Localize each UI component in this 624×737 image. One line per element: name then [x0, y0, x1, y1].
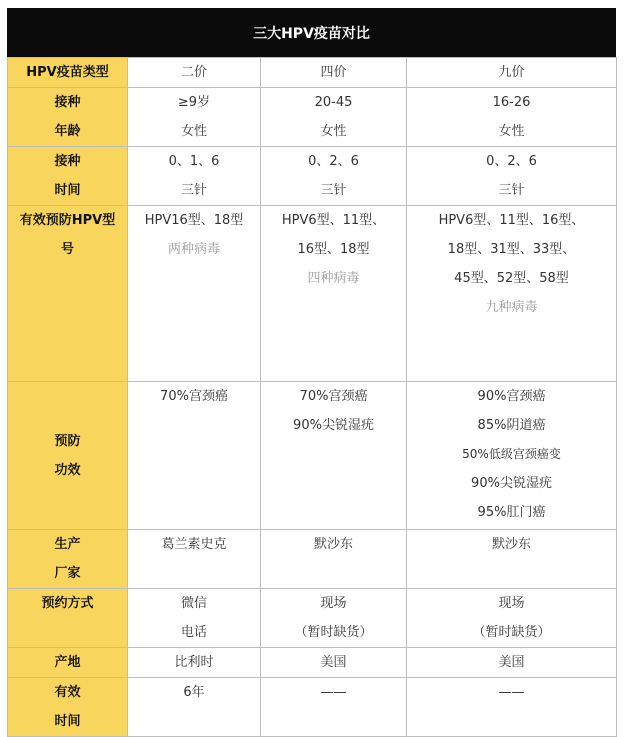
cell-text: 90%尖锐湿疣 [293, 418, 374, 433]
hpv-types-row [8, 206, 617, 382]
cell-text: （暂时缺货） [472, 625, 551, 640]
cell-text: 九价 [498, 65, 525, 80]
cell-quadrivalent [261, 58, 407, 88]
cell-bivalent [128, 58, 261, 88]
cell-text: 女性 [498, 124, 525, 139]
row-label-text: 时间 [54, 714, 81, 729]
cell-text: 95%肛门癌 [477, 505, 546, 520]
row-label-text: 产地 [54, 655, 81, 670]
cell-quadrivalent [261, 382, 407, 530]
cell-text: ≥9岁 [177, 95, 211, 110]
row-label-text: 有效 [54, 685, 81, 700]
cell-text: 现场 [498, 596, 525, 611]
row-label-text: HPV疫苗类型 [26, 65, 109, 80]
row-label-text: 接种 [54, 95, 81, 110]
virus-count-note: 四种病毒 [307, 271, 360, 286]
cell-quadrivalent [261, 530, 407, 589]
cell-quadrivalent [261, 147, 407, 206]
cell-bivalent [128, 206, 261, 382]
cell-bivalent [128, 589, 261, 648]
comparison-table-wrapper [7, 8, 616, 737]
row-label [8, 678, 128, 737]
cell-text: —— [320, 685, 347, 700]
hpv-comparison-table [7, 57, 617, 737]
cell-text: 三针 [180, 183, 207, 198]
cell-text: HPV6型、11型、16型、 [438, 213, 585, 228]
cell-text: 二价 [180, 65, 207, 80]
cell-text: 85%阴道癌 [477, 418, 546, 433]
row-label-text: 生产 [54, 537, 81, 552]
cell-text: 20-45 [314, 95, 353, 110]
age-row [8, 88, 617, 147]
cell-text: 6年 [183, 685, 205, 700]
cell-text: 葛兰素史克 [161, 537, 227, 552]
row-label-text: 接种 [54, 154, 81, 169]
row-label-text: 厂家 [54, 566, 81, 581]
cell-quadrivalent [261, 589, 407, 648]
cell-nonavalent [407, 589, 617, 648]
cell-text: 女性 [320, 124, 347, 139]
cell-bivalent [128, 147, 261, 206]
cell-text: —— [498, 685, 525, 700]
cell-nonavalent [407, 147, 617, 206]
cell-text: 0、2、6 [486, 154, 537, 169]
row-label-text: 有效预防HPV型 [19, 213, 116, 228]
cell-text: 默沙东 [313, 537, 353, 552]
cell-text: 三针 [320, 183, 347, 198]
cell-text: 三针 [498, 183, 525, 198]
cell-text: 美国 [498, 655, 525, 670]
cell-text: 90%宫颈癌 [477, 389, 546, 404]
row-label-text: 预约方式 [41, 596, 94, 611]
row-label [8, 382, 128, 530]
cell-quadrivalent [261, 206, 407, 382]
cell-quadrivalent [261, 88, 407, 147]
cell-bivalent [128, 530, 261, 589]
row-label-text: 时间 [54, 183, 81, 198]
table-body [8, 58, 617, 737]
row-label [8, 530, 128, 589]
vaccine-type-row [8, 58, 617, 88]
cell-nonavalent [407, 206, 617, 382]
virus-count-note: 两种病毒 [167, 242, 220, 257]
cell-nonavalent [407, 530, 617, 589]
cell-text: 45型、52型、58型 [454, 271, 569, 286]
cell-text: 0、2、6 [308, 154, 359, 169]
manufacturer-row [8, 530, 617, 589]
validity-row [8, 678, 617, 737]
row-label-text: 年龄 [54, 124, 81, 139]
table-title: 三大HPV疫苗对比 [7, 8, 616, 57]
cell-bivalent [128, 648, 261, 678]
cell-text: 50%低级宫颈癌变 [462, 447, 561, 461]
cell-nonavalent [407, 88, 617, 147]
booking-row [8, 589, 617, 648]
origin-row [8, 648, 617, 678]
cell-bivalent [128, 382, 261, 530]
cell-text: 四价 [320, 65, 347, 80]
cell-text: 18型、31型、33型、 [447, 242, 576, 257]
cell-text: 默沙东 [491, 537, 531, 552]
cell-text: （暂时缺货） [294, 625, 373, 640]
cell-nonavalent [407, 382, 617, 530]
cell-text: 0、1、6 [168, 154, 220, 169]
row-label-text: 号 [60, 242, 74, 257]
row-label-text: 预防 [54, 433, 81, 449]
cell-text: HPV6型、11型、 [281, 213, 386, 228]
cell-text: 70%宫颈癌 [299, 389, 368, 404]
cell-quadrivalent [261, 648, 407, 678]
efficacy-row [8, 382, 617, 530]
cell-text: 美国 [320, 655, 347, 670]
cell-text: 比利时 [174, 655, 214, 670]
cell-nonavalent [407, 58, 617, 88]
cell-nonavalent [407, 648, 617, 678]
cell-text: 16型、18型 [297, 242, 370, 257]
row-label [8, 58, 128, 88]
schedule-row [8, 147, 617, 206]
row-label [8, 589, 128, 648]
row-label [8, 88, 128, 147]
cell-quadrivalent [261, 678, 407, 737]
cell-text: 70%宫颈癌 [160, 389, 228, 404]
cell-nonavalent [407, 678, 617, 737]
cell-bivalent [128, 678, 261, 737]
row-label [8, 206, 128, 382]
virus-count-note: 九种病毒 [485, 300, 538, 315]
row-label [8, 147, 128, 206]
cell-text: 电话 [180, 625, 207, 640]
cell-text: 16-26 [492, 95, 531, 110]
cell-text: 现场 [320, 596, 347, 611]
cell-text: 微信 [180, 596, 207, 611]
cell-text: 90%尖锐湿疣 [471, 476, 552, 491]
row-label [8, 648, 128, 678]
cell-text: 女性 [180, 124, 207, 139]
row-label-text: 功效 [54, 462, 81, 478]
cell-text: HPV16型、18型 [144, 213, 244, 228]
cell-bivalent [128, 88, 261, 147]
